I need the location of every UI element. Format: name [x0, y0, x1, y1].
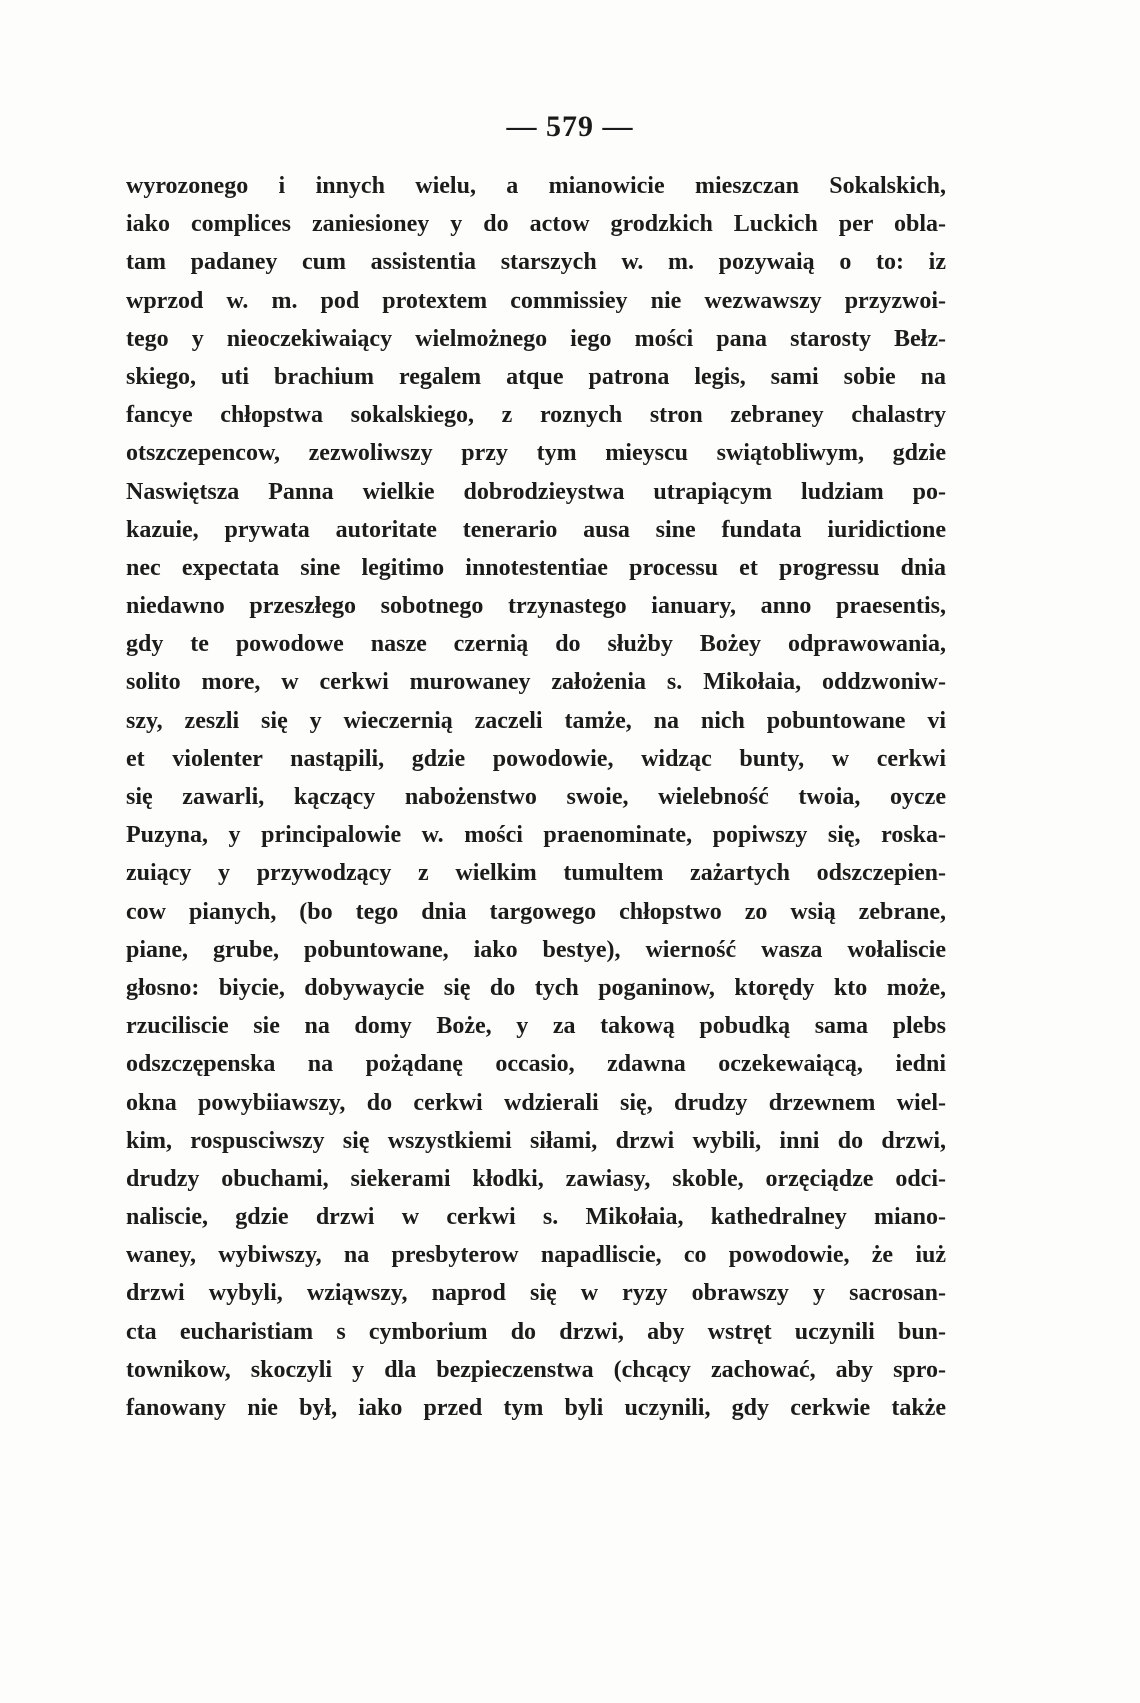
text-line: tego y nieoczekiwaiący wielmożnego iego mości pana starosty Bełz-	[126, 325, 946, 352]
text-line: iako complices zaniesioney y do actow grodzkich Luckich per obla-	[126, 211, 946, 238]
text-line: fanowany nie był, iako przed tym byli uczynili, gdy cerkwie także	[126, 1395, 946, 1421]
text-line: tam padaney cum assistentia starszych w. m. pozywaią o to: iz	[126, 249, 946, 276]
text-line: kim, rospusciwszy się wszystkiemi siłami, drzwi wybili, inni do drzwi,	[126, 1127, 946, 1154]
text-line: Naswiętsza Panna wielkie dobrodzieystwa utrapiącym ludziam po-	[126, 478, 946, 505]
text-line: drzwi wybyli, wziąwszy, naprod się w ryzy obrawszy y sacrosan-	[126, 1280, 946, 1307]
page-number: — 579 —	[506, 110, 634, 143]
text-line: waney, wybiwszy, na presbyterow napadliscie, co powodowie, że iuż	[126, 1242, 946, 1269]
text-line: Puzyna, y principalowie w. mości praenominate, popiwszy się, roska-	[126, 822, 946, 849]
text-line: cta eucharistiam s cymborium do drzwi, aby wstręt uczynili bun-	[126, 1318, 946, 1345]
text-line: naliscie, gdzie drzwi w cerkwi s. Mikołaia, kathedralney miano-	[126, 1204, 946, 1231]
text-line: gdy te powodowe nasze czernią do służby Bożey odprawowania,	[126, 631, 946, 658]
text-line: okna powybiiawszy, do cerkwi wdzierali się, drudzy drzewnem wiel-	[126, 1089, 946, 1116]
text-line: cow pianych, (bo tego dnia targowego chłopstwo zo wsią zebrane,	[126, 898, 946, 925]
text-line: głosno: biycie, dobywaycie się do tych poganinow, ktorędy kto może,	[126, 974, 946, 1001]
text-line: townikow, skoczyli y dla bezpieczenstwa (chcący zachować, aby spro-	[126, 1356, 946, 1383]
text-line: solito more, w cerkwi murowaney założenia s. Mikołaia, oddzwoniw-	[126, 669, 946, 696]
text-line: kazuie, prywata autoritate tenerario ausa sine fundata iuridictione	[126, 516, 946, 543]
text-line: rzuciliscie sie na domy Boże, y za takową pobudką sama plebs	[126, 1013, 946, 1040]
text-line: skiego, uti brachium regalem atque patrona legis, sami sobie na	[126, 363, 946, 390]
text-line: szy, zeszli się y wieczernią zaczeli tamże, na nich pobuntowane vi	[126, 707, 946, 734]
text-line: et violenter nastąpili, gdzie powodowie, widząc bunty, w cerkwi	[126, 745, 946, 772]
text-line: niedawno przeszłego sobotnego trzynastego ianuary, anno praesentis,	[126, 593, 946, 620]
text-line: zuiący y przywodzący z wielkim tumultem zażartych odszczepien-	[126, 860, 946, 887]
text-line: nec expectata sine legitimo innotestentiae processu et progressu dnia	[126, 554, 946, 581]
body-text	[126, 167, 946, 1427]
text-line: drudzy obuchami, siekerami kłodki, zawiasy, skoble, orzęciądze odci-	[126, 1165, 946, 1192]
text-line: wprzod w. m. pod protextem commissiey nie wezwawszy przyzwoi-	[126, 287, 946, 314]
text-line: fancye chłopstwa sokalskiego, z roznych stron zebraney chalastry	[126, 402, 946, 429]
text-line: piane, grube, pobuntowane, iako bestye), wierność wasza wołaliscie	[126, 936, 946, 963]
text-line: się zawarli, kączący nabożenstwo swoie, wielebność twoia, oycze	[126, 784, 946, 810]
text-line: wyrozonego i innych wielu, a mianowicie mieszczan Sokalskich,	[126, 173, 946, 199]
text-line: odszczępenska na pożądanę occasio, zdawna oczekewaiącą, iedni	[126, 1051, 946, 1078]
text-line: otszczepencow, zezwoliwszy przy tym mieyscu swiątobliwym, gdzie	[126, 440, 946, 467]
